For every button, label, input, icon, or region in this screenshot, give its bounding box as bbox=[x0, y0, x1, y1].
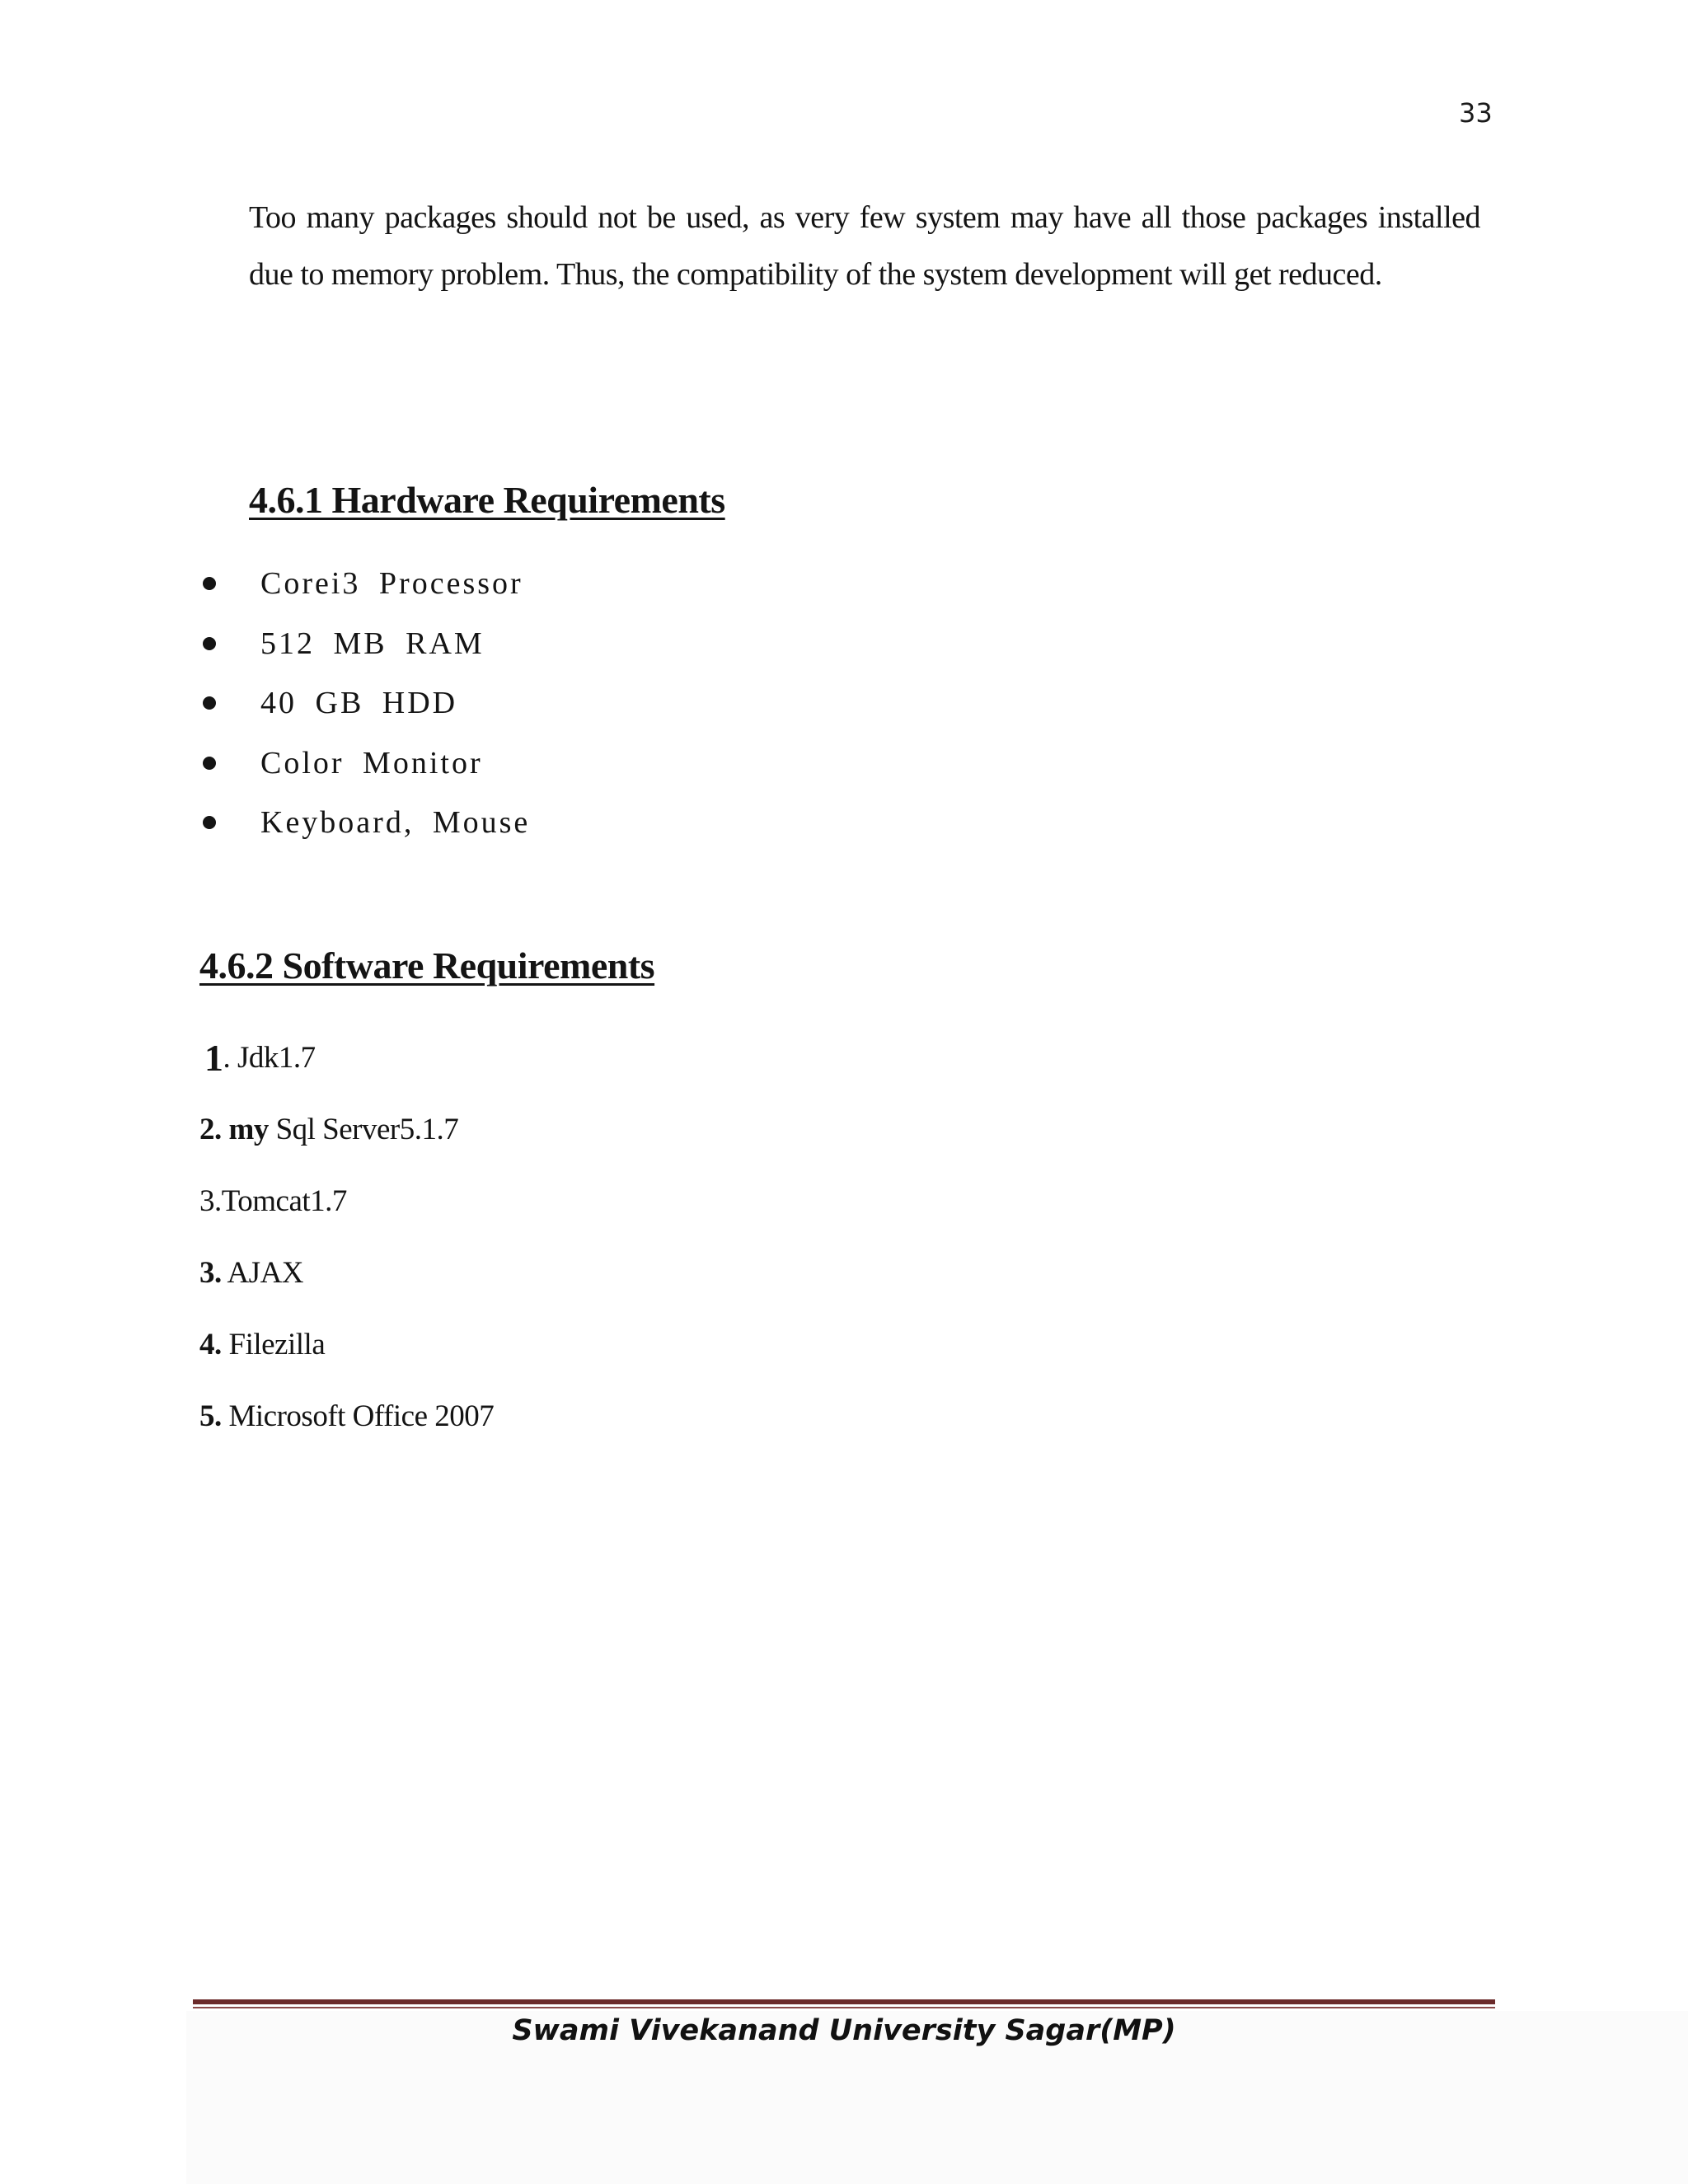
hardware-requirements-heading: 4.6.1 Hardware Requirements bbox=[249, 479, 725, 521]
list-item bbox=[199, 554, 530, 614]
software-item-label: Tomcat1.7 bbox=[221, 1184, 347, 1218]
bullet-icon bbox=[203, 577, 216, 590]
hardware-item-label: Keyboard, Mouse bbox=[260, 805, 531, 841]
list-item bbox=[199, 733, 530, 794]
item-number: 5. bbox=[199, 1399, 222, 1433]
footer-divider-thin bbox=[193, 2007, 1495, 2008]
list-item bbox=[199, 1094, 494, 1165]
software-item-label: Filezilla bbox=[221, 1328, 326, 1361]
list-item bbox=[199, 1165, 494, 1237]
software-item-label: Sql Server5.1.7 bbox=[268, 1113, 459, 1146]
hardware-item-label: 40 GB HDD bbox=[260, 686, 458, 721]
list-item bbox=[199, 1380, 494, 1452]
bullet-icon bbox=[203, 816, 216, 829]
item-number: 4. bbox=[199, 1328, 222, 1361]
bullet-icon bbox=[203, 757, 216, 770]
item-prefix: my bbox=[221, 1113, 269, 1146]
hardware-item-label: 512 MB RAM bbox=[260, 626, 485, 661]
software-item-label: AJAX bbox=[221, 1256, 304, 1290]
hardware-requirements-list bbox=[199, 554, 530, 853]
intro-paragraph: Too many packages should not be used, as very few system may have all those packages installed due to memory problem. Thus, the compatibility of the system development will get reduced. bbox=[249, 200, 1480, 292]
software-requirements-heading: 4.6.2 Software Requirements bbox=[199, 944, 655, 987]
list-item bbox=[199, 1309, 494, 1380]
software-item-label: Jdk1.7 bbox=[230, 1041, 316, 1075]
bullet-icon bbox=[203, 637, 216, 650]
item-separator: . bbox=[223, 1041, 231, 1075]
item-number: 1 bbox=[204, 1037, 223, 1079]
list-item bbox=[199, 673, 530, 733]
footer-university-name: Swami Vivekanand University Sagar(MP) bbox=[512, 2014, 1176, 2047]
software-item-label: Microsoft Office 2007 bbox=[221, 1399, 495, 1433]
bullet-icon bbox=[203, 696, 216, 710]
item-number: 3. bbox=[199, 1256, 222, 1290]
footer-divider bbox=[193, 1999, 1495, 2004]
page-number: 33 bbox=[1459, 97, 1493, 129]
item-number: 2. bbox=[199, 1113, 222, 1146]
list-item bbox=[199, 1022, 494, 1094]
list-item bbox=[199, 1237, 494, 1309]
list-item bbox=[199, 614, 530, 674]
software-requirements-list bbox=[199, 1022, 494, 1452]
hardware-item-label: Corei3 Processor bbox=[260, 566, 523, 602]
hardware-item-label: Color Monitor bbox=[260, 745, 483, 780]
list-item bbox=[199, 793, 530, 853]
item-number: 3. bbox=[199, 1184, 222, 1218]
